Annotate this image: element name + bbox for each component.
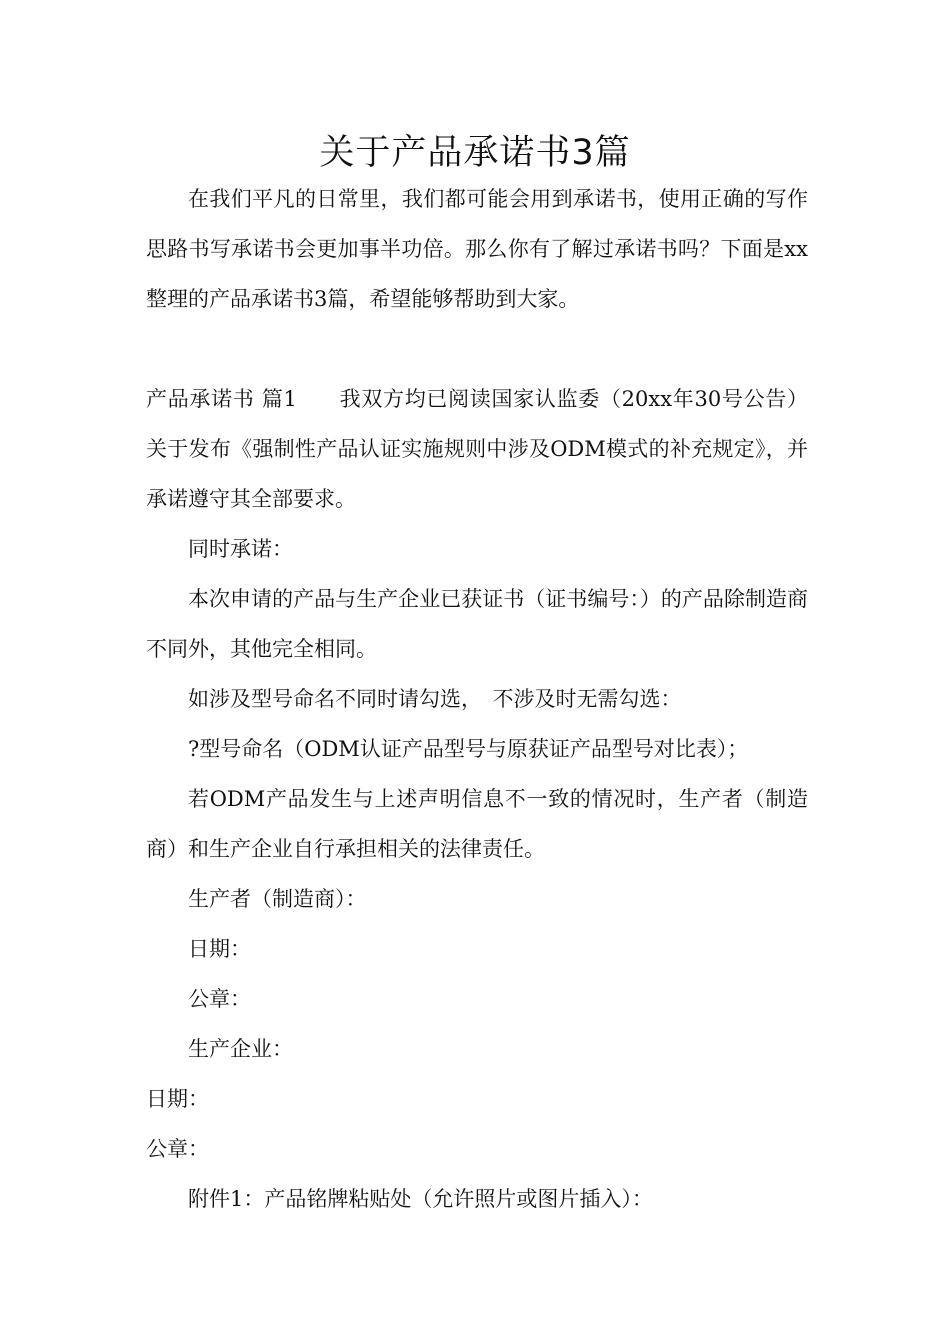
- attachment-line: 附件1：产品铭牌粘贴处（允许照片或图片插入）：: [188, 1187, 653, 1211]
- field-production-enterprise: 生产企业：: [188, 1037, 293, 1061]
- field-seal-enterprise: 公章：: [146, 1137, 209, 1161]
- heading-gap: [297, 387, 339, 411]
- blank-line: [146, 324, 808, 374]
- section-1-first-paragraph: 我双方均已阅读国家认监委（20xx年30号公告）关于发布《强制性产品认证实施规则中涉及ODM模式的补充规定》，并承诺遵守其全部要求。: [146, 387, 808, 511]
- paragraph-simultaneous-promise: 同时承诺：: [188, 537, 293, 561]
- section-1-heading: 产品承诺书 篇1: [146, 387, 297, 411]
- document-title: 关于产品承诺书3篇: [319, 133, 631, 173]
- field-date-manufacturer: 日期：: [188, 937, 251, 961]
- intro-paragraph: 在我们平凡的日常里，我们都可能会用到承诺书，使用正确的写作思路书写承诺书会更加事半功倍。那么你有了解过承诺书吗？下面是xx整理的产品承诺书3篇，希望能够帮助到大家。: [146, 187, 808, 311]
- paragraph-legal-responsibility: 若ODM产品发生与上述声明信息不一致的情况时，生产者（制造商）和生产企业自行承担相关的法律责任。: [146, 787, 808, 861]
- section-1-opening: [146, 374, 808, 524]
- field-seal-manufacturer: 公章：: [188, 987, 251, 1011]
- paragraph-model-naming-check: 如涉及型号命名不同时请勾选， 不涉及时无需勾选：: [188, 687, 682, 711]
- field-date-enterprise: 日期：: [146, 1087, 209, 1111]
- document-body: [146, 174, 808, 1224]
- field-manufacturer: 生产者（制造商）：: [188, 887, 367, 911]
- paragraph-product-identical: 本次申请的产品与生产企业已获证书（证书编号：）的产品除制造商不同外，其他完全相同。: [146, 587, 808, 661]
- paragraph-model-naming-item: ?型号命名（ODM认证产品型号与原获证产品型号对比表）；: [188, 737, 749, 761]
